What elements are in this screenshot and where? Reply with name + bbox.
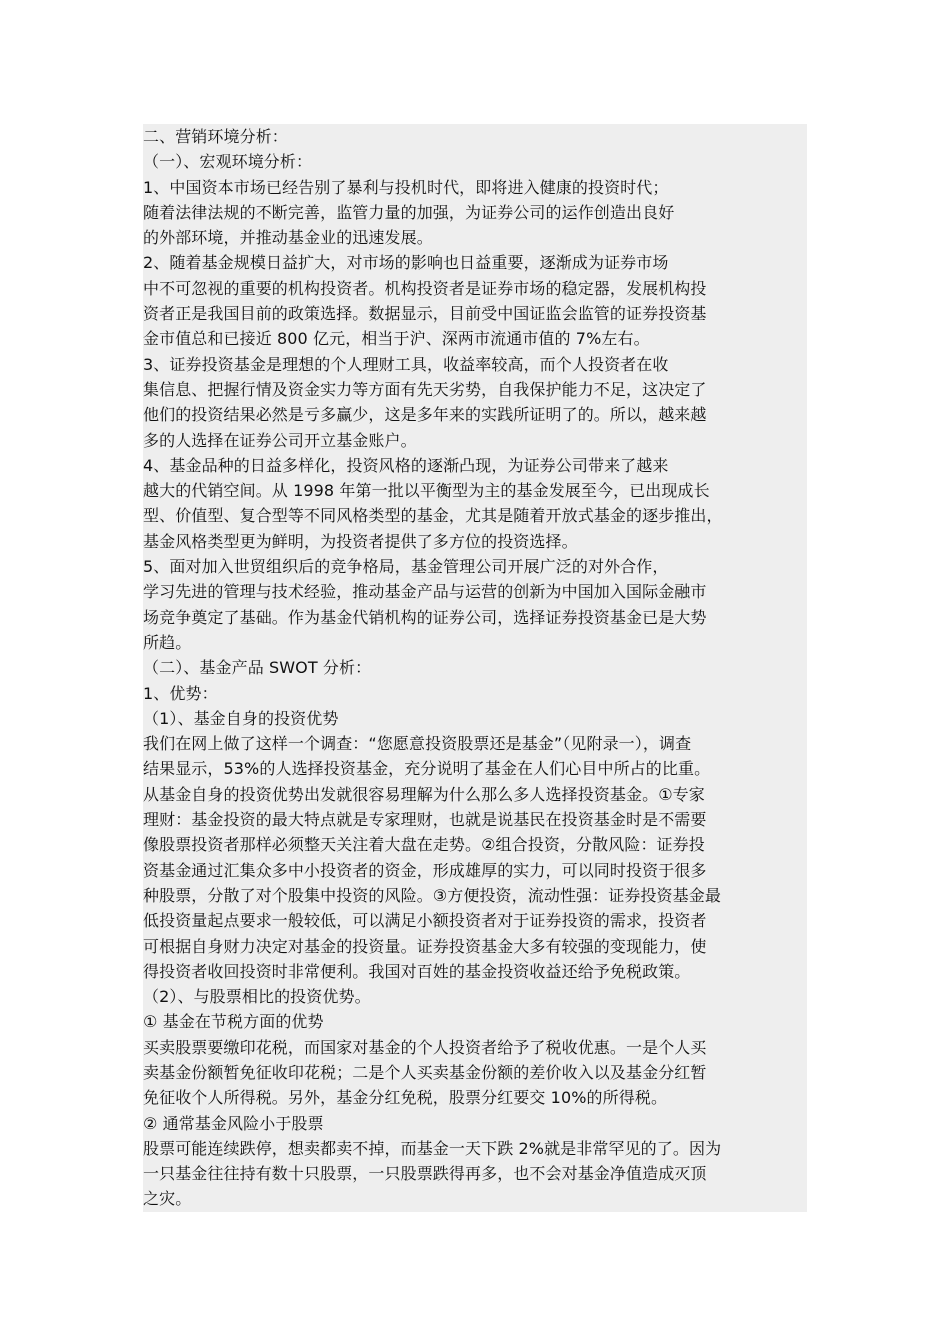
text-line: 随着法律法规的不断完善，监管力量的加强，为证券公司的运作创造出良好 xyxy=(143,202,675,222)
text-line: 越大的代销空间。从 1998 年第一批以平衡型为主的基金发展至今，已出现成长 xyxy=(143,481,710,501)
text-line: 场竞争奠定了基础。作为基金代销机构的证券公司，选择证券投资基金已是大势 xyxy=(143,607,707,627)
subsection-heading: （1）、基金自身的投资优势 xyxy=(143,708,339,728)
text-line: 股票可能连续跌停，想卖都卖不掉，而基金一天下跌 2%就是非常罕见的了。因为 xyxy=(143,1138,722,1158)
text-line: 2、随着基金规模日益扩大，对市场的影响也日益重要，逐渐成为证券市场 xyxy=(143,253,669,273)
text-line: 型、价值型、复合型等不同风格类型的基金，尤其是随着开放式基金的逐步推出， xyxy=(143,506,723,526)
subsection-heading: （2）、与股票相比的投资优势。 xyxy=(143,987,371,1007)
text-line: 1、中国资本市场已经告别了暴利与投机时代，即将进入健康的投资时代； xyxy=(143,177,669,197)
text-line: 金市值总和已接近 800 亿元，相当于沪、深两市流通市值的 7%左右。 xyxy=(143,329,650,349)
subsection-heading: （二）、基金产品 SWOT 分析： xyxy=(143,658,372,678)
text-line: 学习先进的管理与技术经验，推动基金产品与运营的创新为中国加入国际金融市 xyxy=(143,582,707,602)
section-heading: 二、营销环境分析： xyxy=(143,127,288,146)
text-line: 基金风格类型更为鲜明，为投资者提供了多方位的投资选择。 xyxy=(143,531,578,551)
text-line: 买卖股票要缴印花税，而国家对基金的个人投资者给予了税收优惠。一是个人买 xyxy=(143,1037,707,1057)
text-line: 所趋。 xyxy=(143,632,192,652)
text-line: 之灾。 xyxy=(143,1189,192,1209)
text-line: 像股票投资者那样必须整天关注着大盘在走势。②组合投资，分散风险：证券投 xyxy=(143,835,705,855)
text-line: 中不可忽视的重要的机构投资者。机构投资者是证券市场的稳定器，发展机构投 xyxy=(143,278,707,298)
text-line: 卖基金份额暂免征收印花税；二是个人买卖基金份额的差价收入以及基金分红暂 xyxy=(143,1062,707,1082)
text-line: 结果显示，53%的人选择投资基金，充分说明了基金在人们心目中所占的比重。 xyxy=(143,759,711,779)
subsection-heading: ② 通常基金风险小于股票 xyxy=(143,1113,324,1133)
text-line: 资基金通过汇集众多中小投资者的资金，形成雄厚的实力，可以同时投资于很多 xyxy=(143,860,707,880)
text-line: 资者正是我国目前的政策选择。数据显示，目前受中国证监会监管的证券投资基 xyxy=(143,304,707,324)
text-line: 低投资量起点要求一般较低，可以满足小额投资者对于证券投资的需求，投资者 xyxy=(143,911,707,931)
subsection-heading: 1、优势： xyxy=(143,683,218,703)
text-line: 种股票，分散了对个股集中投资的风险。③方便投资，流动性强：证券投资基金最 xyxy=(143,885,721,905)
text-line: 他们的投资结果必然是亏多赢少，这是多年来的实践所证明了的。所以，越来越 xyxy=(143,405,707,425)
text-line: 得投资者收回投资时非常便利。我国对百姓的基金投资收益还给予免税政策。 xyxy=(143,961,691,981)
text-line: 免征收个人所得税。另外，基金分红免税，股票分红要交 10%的所得税。 xyxy=(143,1088,668,1108)
text-line: 的外部环境，并推动基金业的迅速发展。 xyxy=(143,228,433,248)
text-line: 集信息、把握行情及资金实力等方面有先天劣势，自我保护能力不足，这决定了 xyxy=(143,379,707,399)
document-body xyxy=(143,124,807,1212)
text-line: 多的人选择在证券公司开立基金账户。 xyxy=(143,430,417,450)
subsection-heading: ① 基金在节税方面的优势 xyxy=(143,1012,324,1032)
text-line: 从基金自身的投资优势出发就很容易理解为什么那么多人选择投资基金。①专家 xyxy=(143,784,705,804)
text-line: 5、面对加入世贸组织后的竞争格局，基金管理公司开展广泛的对外合作， xyxy=(143,557,669,577)
text-line: 一只基金往往持有数十只股票，一只股票跌得再多，也不会对基金净值造成灭顶 xyxy=(143,1164,707,1184)
text-line: 可根据自身财力决定对基金的投资量。证券投资基金大多有较强的变现能力，使 xyxy=(143,936,707,956)
text-line: 4、基金品种的日益多样化，投资风格的逐渐凸现，为证券公司带来了越来 xyxy=(143,455,669,475)
text-line: 3、证券投资基金是理想的个人理财工具，收益率较高，而个人投资者在收 xyxy=(143,354,669,374)
text-line: 我们在网上做了这样一个调查：“您愿意投资股票还是基金”（见附录一），调查 xyxy=(143,734,692,754)
text-line: 理财：基金投资的最大特点就是专家理财，也就是说基民在投资基金时是不需要 xyxy=(143,810,707,830)
subsection-heading: （一）、宏观环境分析： xyxy=(143,152,313,172)
